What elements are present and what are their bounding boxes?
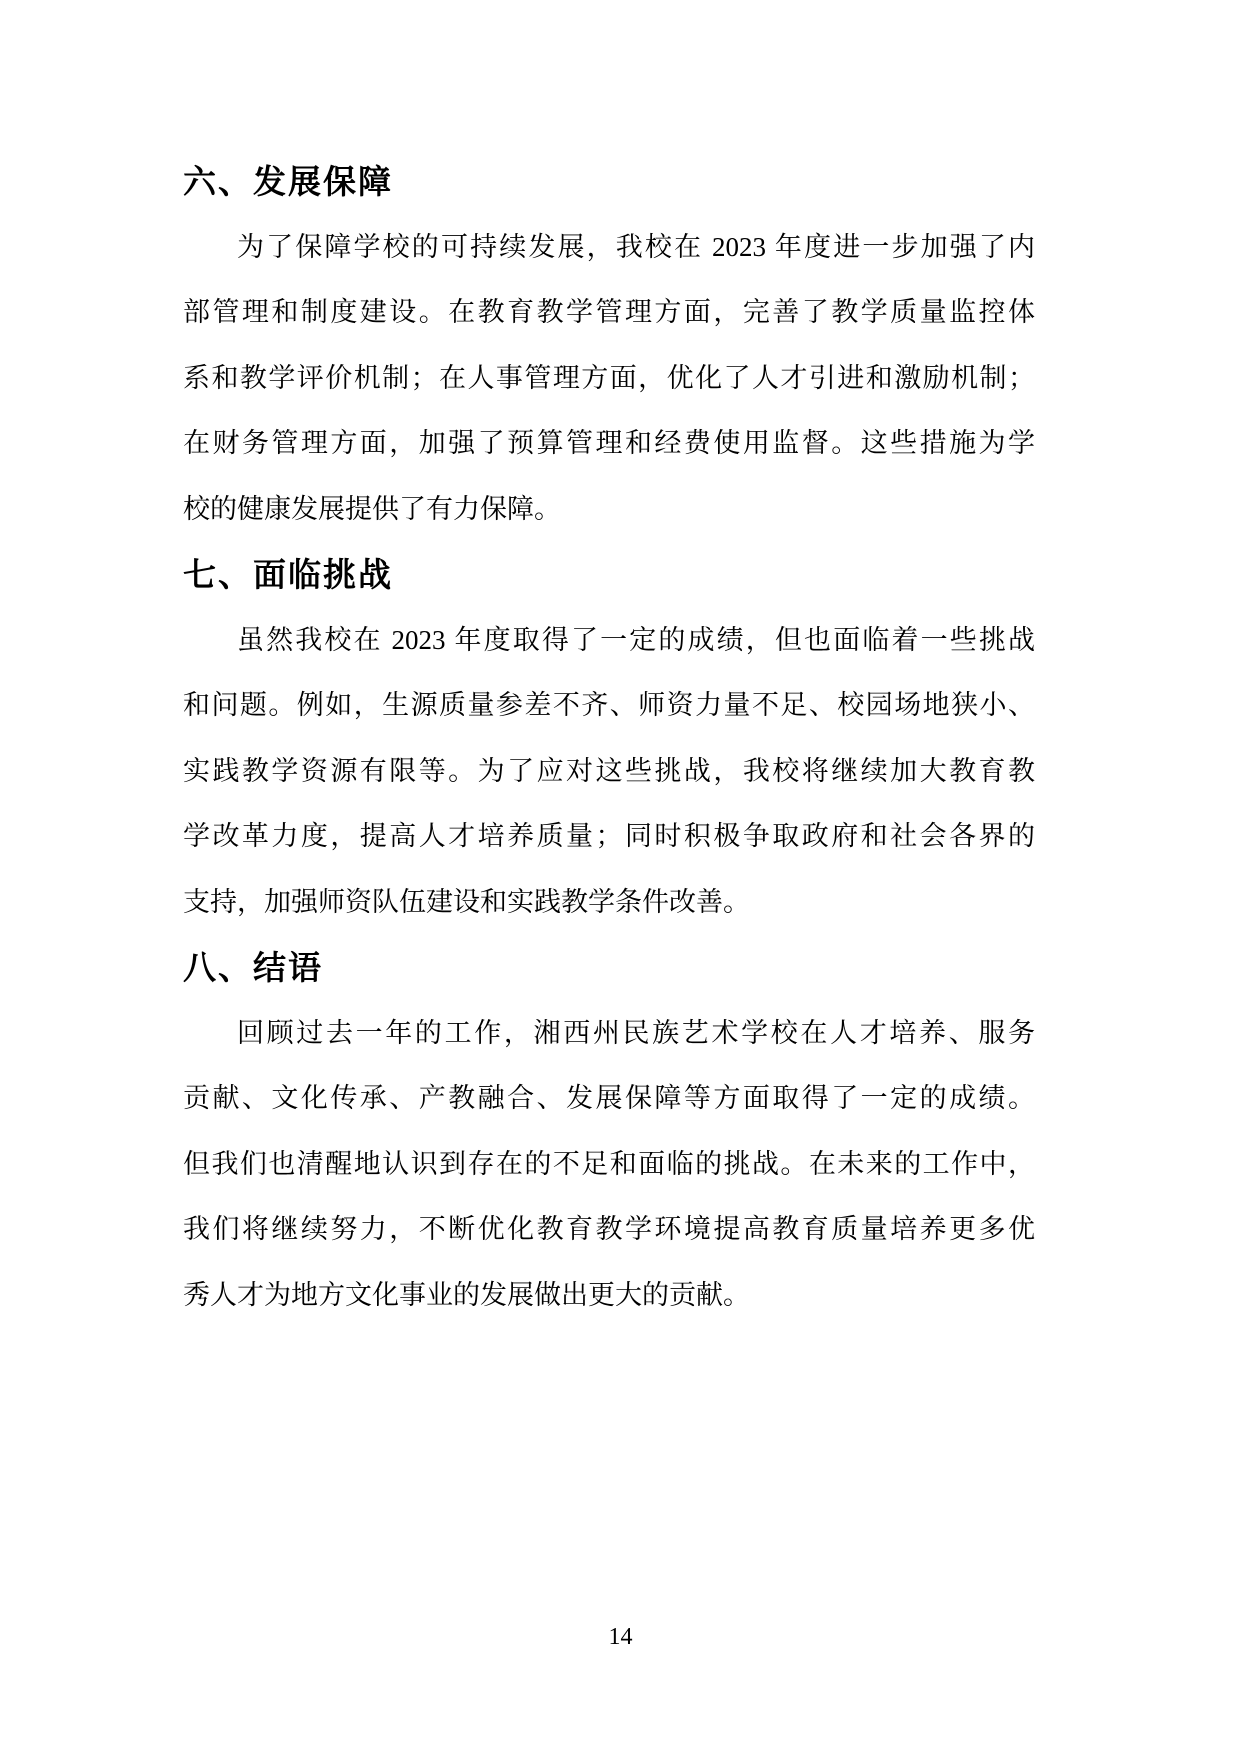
paragraph-line: 支持，加强师资队伍建设和实践教学条件改善。 [183,886,750,917]
paragraph-line: 部管理和制度建设。在教育教学管理方面，完善了教学质量监控体 [183,297,1035,327]
paragraph-line: 实践教学资源有限等。为了应对这些挑战，我校将继续加大教育教 [183,755,1035,786]
paragraph-line: 为了保障学校的可持续发展，我校在 2023 年度进一步加强了内 [237,231,1035,262]
paragraph-line: 学改革力度，提高人才培养质量；同时积极争取政府和社会各界的 [183,821,1035,851]
paragraph-line: 和问题。例如，生源质量参差不齐、师资力量不足、校园场地狭小、 [183,690,1035,720]
page-number: 14 [608,1624,633,1650]
paragraph-line: 虽然我校在 2023 年度取得了一定的成绩，但也面临着一些挑战 [237,624,1035,655]
paragraph-line: 但我们也清醒地认识到存在的不足和面临的挑战。在未来的工作中， [183,1148,1035,1179]
section-heading: 七、面临挑战 [183,555,393,594]
paragraph-line: 在财务管理方面，加强了预算管理和经费使用监督。这些措施为学 [183,428,1035,458]
section-heading: 八、结语 [183,948,323,987]
paragraph-line: 秀人才为地方文化事业的发展做出更大的贡献。 [183,1279,750,1310]
section-heading: 六、发展保障 [183,162,393,201]
paragraph-line: 贡献、文化传承、产教融合、发展保障等方面取得了一定的成绩。 [183,1083,1035,1113]
document-content [183,149,1035,1328]
paragraph-line: 回顾过去一年的工作，湘西州民族艺术学校在人才培养、服务 [237,1017,1035,1048]
paragraph-line: 校的健康发展提供了有力保障。 [183,493,561,524]
paragraph-line: 我们将继续努力，不断优化教育教学环境提高教育质量培养更多优 [183,1214,1035,1244]
paragraph-line: 系和教学评价机制；在人事管理方面，优化了人才引进和激励机制； [183,362,1035,393]
